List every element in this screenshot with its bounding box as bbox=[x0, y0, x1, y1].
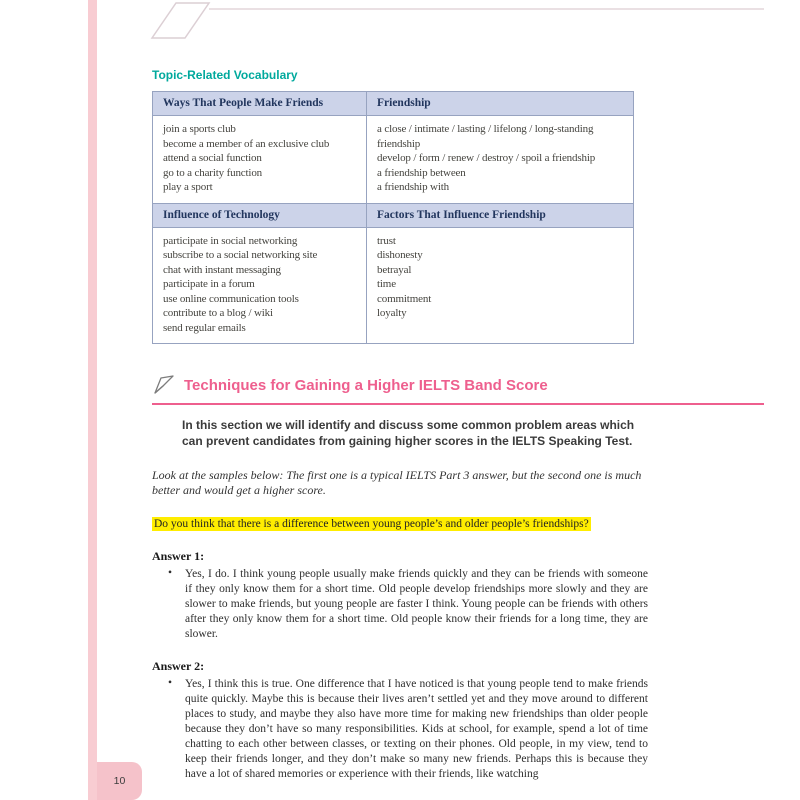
page-number-box bbox=[97, 762, 142, 800]
vocab-item: develop / form / renew / destroy / spoil a friendship bbox=[377, 152, 596, 164]
vocab-item: participate in a forum bbox=[163, 278, 255, 290]
vocab-item: send regular emails bbox=[163, 321, 246, 334]
vocab-item: contribute to a blog / wiki bbox=[163, 307, 273, 319]
vocab-item: a close / intimate / lasting / lifelong / long-standing friendship bbox=[377, 123, 594, 150]
vocab-item: time bbox=[377, 278, 396, 290]
sample-note: Look at the samples below: The first one is a typical IELTS Part 3 answer, but the second one is much better and would get a higher score. bbox=[152, 468, 642, 497]
vocab-item: participate in social networking bbox=[163, 234, 298, 247]
vocab-item: become a member of an exclusive club bbox=[163, 137, 330, 150]
answer-1-text: Yes, I do. I think young people usually make friends quickly and they can be friends with someone if they only know them for a short time. Old people develop friendships more slowly and they are slower to make friends, but young people are faster I think. Young people can be friends with others after they only know them for a short time. Old people know their friends for a long time, they are slower. bbox=[185, 568, 648, 640]
vocab-item: a friendship between bbox=[377, 166, 466, 179]
answer-2-label: Answer 2: bbox=[152, 659, 205, 673]
pen-nib-icon bbox=[152, 374, 176, 396]
table-cell-factors bbox=[367, 227, 634, 344]
vocab-item: loyalty bbox=[377, 307, 407, 319]
vocab-item: commitment bbox=[377, 292, 432, 305]
vocab-item: dishonesty bbox=[377, 249, 423, 261]
table-header-ways: Ways That People Make Friends bbox=[153, 92, 367, 116]
table-header-factors: Factors That Influence Friendship bbox=[367, 203, 634, 227]
table-cell-ways bbox=[153, 116, 367, 204]
answer-2-body bbox=[152, 677, 648, 782]
vocab-item: trust bbox=[377, 234, 396, 247]
vocab-item: use online communication tools bbox=[163, 292, 299, 305]
page-content bbox=[152, 68, 648, 782]
vocab-item: betrayal bbox=[377, 263, 412, 276]
table-header-technology: Influence of Technology bbox=[153, 203, 367, 227]
section-underline bbox=[152, 403, 764, 405]
table-header-friendship: Friendship bbox=[367, 92, 634, 116]
table-content-row bbox=[153, 116, 634, 204]
techniques-section bbox=[152, 374, 648, 782]
table-header-row bbox=[153, 92, 634, 116]
vocab-heading: Topic-Related Vocabulary bbox=[152, 68, 298, 82]
vocab-item: join a sports club bbox=[163, 123, 236, 135]
bullet-marker: • bbox=[168, 567, 173, 579]
highlighted-question-text: Do you think that there is a difference between young people’s and older people’s friendships? bbox=[154, 518, 589, 530]
bullet-marker: • bbox=[168, 677, 173, 689]
sample-question bbox=[152, 517, 648, 532]
vocab-item: subscribe to a social networking site bbox=[163, 249, 318, 261]
techniques-heading-row bbox=[152, 374, 648, 396]
section-intro: In this section we will identify and discuss some common problem areas which can prevent candidates from gaining higher scores in the IELTS Speaking Test. bbox=[182, 418, 635, 448]
table-cell-friendship bbox=[367, 116, 634, 204]
section-title: Techniques for Gaining a Higher IELTS Band Score bbox=[184, 376, 548, 394]
answer-2-text: Yes, I think this is true. One difference that I have noticed is that young people tend to make friends quite quickly. Maybe this is because their lives aren’t settled yet and they move around to different places to study, and maybe they also have more time for making new friendships than older people because they don’t have so many responsibilities. Kids at school, for example, spend a lot of time chatting to each other between classes, or texting on their phones. Old people, in my view, tend to keep their friends longer, and they don’t make so many new friends. Perhaps this is because they have a lot of shared memories or experience with their friends, like watching bbox=[185, 678, 648, 780]
answer-1-label: Answer 1: bbox=[152, 549, 205, 563]
vocab-item: play a sport bbox=[163, 181, 213, 193]
vocab-item: go to a charity function bbox=[163, 166, 263, 179]
page-number: 10 bbox=[113, 775, 126, 787]
vocab-item: chat with instant messaging bbox=[163, 263, 281, 276]
left-margin-strip bbox=[88, 0, 97, 800]
table-cell-technology bbox=[153, 227, 367, 344]
table-content-row bbox=[153, 227, 634, 344]
answer-1-body bbox=[152, 567, 648, 642]
table-header-row bbox=[153, 203, 634, 227]
vocab-item: attend a social function bbox=[163, 152, 262, 164]
vocab-table bbox=[152, 91, 634, 344]
top-decoration bbox=[0, 0, 800, 45]
vocab-item: a friendship with bbox=[377, 181, 449, 193]
